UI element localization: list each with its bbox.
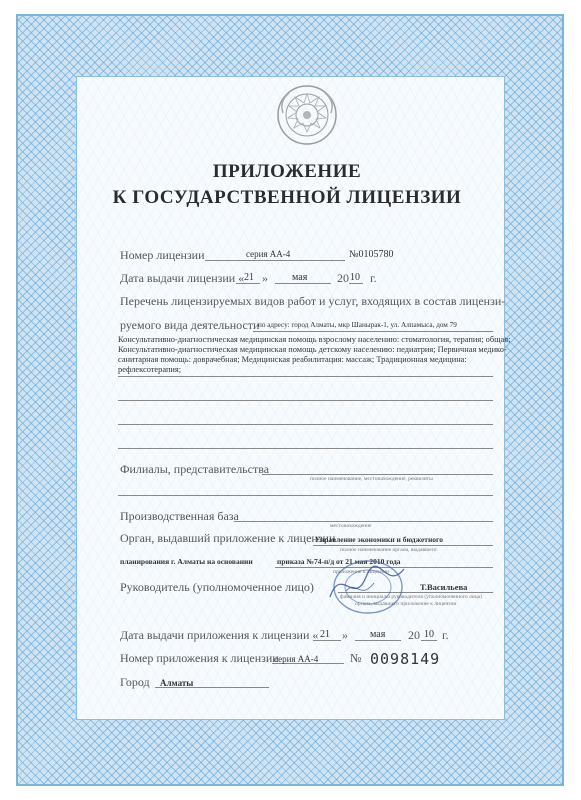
appendix-issue-year: 10	[424, 629, 434, 640]
appendix-year-prefix: 20	[408, 628, 420, 642]
license-issue-year: 10	[350, 272, 360, 283]
appendix-number: 0098149	[370, 650, 441, 668]
license-month-line	[275, 283, 331, 284]
appendix-month-line	[355, 640, 401, 641]
license-issue-label: Дата выдачи лицензии «	[120, 271, 245, 285]
license-day-line	[236, 283, 260, 284]
authority-order: приказа №74-п/д от 21 мая 2010 года	[277, 557, 401, 566]
activities-text: Консультативно-диагностическая медицинская помощь взрослому населению: стоматология, терапия; общая; Консультативно-диагностическая медицинская помощь детскому населению: педиатрия; Первичная медико-санитарная помощь: доврачебная; Медицинская реабилитация: массаж; Традиционная медицина: рефлексотерапия;	[118, 335, 511, 374]
state-emblem-icon	[275, 83, 339, 147]
authority-name-line2: планирования г. Алматы на основании	[120, 557, 253, 566]
seal-stamp-icon	[316, 557, 416, 617]
title-line2: К ГОСУДАРСТВЕННОЙ ЛИЦЕНЗИИ	[112, 187, 462, 208]
authority-line-1	[313, 545, 493, 546]
activities-line1: Перечень лицензируемых видов работ и услуг, входящих в состав лицензи-	[120, 294, 506, 308]
appendix-series: серия АА-4	[274, 654, 319, 664]
blank-line-4	[118, 448, 493, 449]
production-caption: местонахождение	[330, 523, 372, 529]
blank-line-2	[118, 400, 493, 401]
license-issue-day: 21	[244, 272, 254, 283]
head-name: Т.Васильева	[420, 582, 468, 592]
appendix-issue-label: Дата выдачи приложения к лицензии «	[120, 628, 319, 642]
authority-caption1: полное наименование органа, выдавшего	[340, 547, 437, 553]
activities-address-line	[253, 331, 493, 332]
authority-caption2: приложение к лицензии	[333, 569, 389, 575]
branches-label: Филиалы, представительства	[120, 462, 270, 476]
license-quote-close: »	[262, 271, 268, 285]
activities-address: по адресу: город Алматы, мкр Шанырак-1, ул. Алпамыса, дом 79	[258, 321, 457, 329]
head-caption2: органа, выдавшего приложение к лицензии	[355, 601, 457, 607]
appendix-number-sign: №	[350, 651, 362, 665]
city-label: Город	[120, 675, 150, 689]
appendix-issue-month: мая	[370, 629, 386, 640]
appendix-issue-day: 21	[320, 629, 330, 640]
authority-name-line1: Управление экономики и бюджетного	[315, 535, 443, 544]
license-series: серия АА-4	[246, 249, 291, 259]
license-number: №0105780	[349, 249, 394, 260]
appendix-year-suffix: г.	[442, 628, 449, 642]
license-year-suffix: г.	[370, 271, 377, 285]
license-number-label: Номер лицензии	[120, 248, 205, 262]
authority-label: Орган, выдавший приложение к лицензии	[120, 531, 336, 545]
production-label: Производственная база	[120, 509, 239, 523]
activities-line2-label: руемого вида деятельности	[120, 318, 260, 332]
branches-line	[262, 474, 493, 475]
blank-line-3	[118, 424, 493, 425]
appendix-day-line	[313, 640, 341, 641]
license-year-line	[349, 283, 363, 284]
branches-line-2	[118, 495, 493, 496]
production-line	[234, 521, 493, 522]
head-label: Руководитель (уполномоченное лицо)	[120, 580, 314, 594]
head-caption1: фамилия и инициалы руководителя (уполномоченного лица)	[340, 594, 482, 600]
blank-line-1	[118, 376, 493, 377]
title-line1: ПРИЛОЖЕНИЕ	[212, 161, 362, 182]
license-year-prefix: 20	[337, 271, 349, 285]
appendix-quote-close: »	[342, 628, 348, 642]
license-series-line	[205, 260, 345, 261]
license-issue-month: мая	[292, 272, 308, 283]
appendix-number-label: Номер приложения к лицензии	[120, 651, 279, 665]
branches-caption: полное наименование, местонахождение, реквизиты	[310, 476, 433, 482]
appendix-year-line	[421, 640, 437, 641]
city-value: Алматы	[160, 678, 194, 688]
